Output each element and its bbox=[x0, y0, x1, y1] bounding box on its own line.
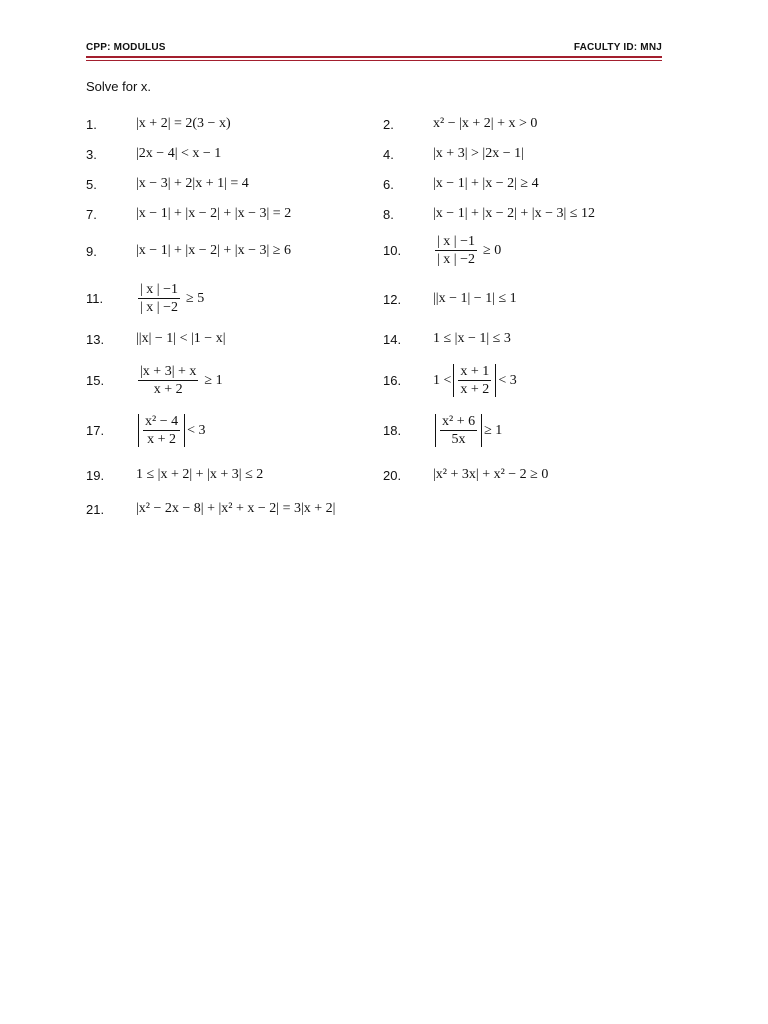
header-course: CPP: MODULUS bbox=[86, 42, 166, 53]
inequality-tail: < 3 bbox=[498, 372, 517, 388]
problem-number: 9. bbox=[86, 243, 97, 259]
fraction-numerator: x² + 6 bbox=[442, 414, 476, 429]
problem-expression: ||x − 1| − 1| ≤ 1 bbox=[433, 291, 517, 306]
problem-6 bbox=[383, 176, 539, 192]
problem-expression: |x − 1| + |x − 2| + |x − 3| ≥ 6 bbox=[136, 243, 291, 258]
inequality-lead: 1 < bbox=[433, 372, 452, 388]
problem-expression: 1 ≤ |x + 2| + |x + 3| ≤ 2 bbox=[136, 467, 264, 482]
problem-expression: x² − |x + 2| + x > 0 bbox=[433, 116, 538, 131]
absolute-value bbox=[453, 364, 496, 397]
problem-17 bbox=[86, 414, 206, 447]
fraction-numerator: |x + 3| + x bbox=[140, 364, 197, 379]
fraction-denominator: | x | −2 bbox=[437, 252, 476, 267]
absolute-value bbox=[138, 414, 185, 447]
problem-18 bbox=[383, 414, 502, 447]
instruction: Solve for x. bbox=[86, 79, 152, 94]
problem-expression bbox=[136, 364, 223, 397]
problem-expression: |x² + 3x| + x² − 2 ≥ 0 bbox=[433, 467, 549, 482]
problem-expression: 1 ≤ |x − 1| ≤ 3 bbox=[433, 331, 511, 346]
header-rule-thin bbox=[86, 60, 662, 61]
problem-7 bbox=[86, 206, 291, 222]
fraction-denominator: 5x bbox=[451, 432, 466, 447]
inequality-tail: ≥ 5 bbox=[186, 290, 205, 306]
problem-number: 7. bbox=[86, 206, 97, 222]
problem-expression bbox=[136, 414, 206, 447]
problem-number: 2. bbox=[383, 116, 394, 132]
problem-19 bbox=[86, 467, 263, 483]
problem-5 bbox=[86, 176, 249, 192]
problem-2 bbox=[383, 116, 537, 132]
problem-21 bbox=[86, 501, 335, 517]
problem-number: 17. bbox=[86, 423, 105, 438]
problem-expression: |x − 1| + |x − 2| + |x − 3| ≤ 12 bbox=[433, 206, 595, 221]
fraction-denominator: x + 2 bbox=[153, 382, 183, 397]
fraction bbox=[138, 364, 198, 397]
problem-number: 21. bbox=[86, 501, 105, 517]
fraction bbox=[458, 364, 491, 397]
fraction-numerator: x² − 4 bbox=[145, 414, 179, 429]
problem-number: 18. bbox=[383, 423, 402, 438]
problem-number: 10. bbox=[383, 243, 402, 258]
problem-expression bbox=[136, 282, 204, 315]
problem-1 bbox=[86, 116, 231, 132]
absolute-value bbox=[435, 414, 482, 447]
fraction-numerator: | x | −1 bbox=[140, 282, 179, 297]
fraction-denominator: | x | −2 bbox=[140, 300, 179, 315]
problem-number: 13. bbox=[86, 331, 105, 347]
inequality-tail: < 3 bbox=[187, 422, 206, 438]
fraction bbox=[440, 414, 477, 447]
fraction bbox=[138, 282, 180, 315]
problem-8 bbox=[383, 206, 595, 222]
problem-number: 16. bbox=[383, 373, 402, 388]
problem-3 bbox=[86, 146, 221, 162]
problem-expression bbox=[433, 364, 517, 397]
fraction-denominator: x + 2 bbox=[147, 432, 176, 447]
problem-expression: |2x − 4| < x − 1 bbox=[136, 146, 222, 161]
problem-15 bbox=[86, 364, 223, 397]
problem-expression: |x − 1| + |x − 2| + |x − 3| = 2 bbox=[136, 206, 292, 221]
problem-number: 11. bbox=[86, 291, 104, 306]
problem-16 bbox=[383, 364, 517, 397]
problem-expression: ||x| − 1| < |1 − x| bbox=[136, 331, 226, 346]
problem-4 bbox=[383, 146, 524, 162]
problem-12 bbox=[383, 291, 517, 307]
problem-expression: |x − 3| + 2|x + 1| = 4 bbox=[136, 176, 249, 191]
inequality-tail: ≥ 1 bbox=[484, 422, 503, 438]
problem-number: 4. bbox=[383, 146, 394, 162]
problem-14 bbox=[383, 331, 511, 347]
problem-number: 14. bbox=[383, 331, 402, 347]
fraction-denominator: x + 2 bbox=[460, 382, 490, 397]
fraction-numerator: x + 1 bbox=[460, 364, 490, 379]
fraction bbox=[143, 414, 180, 447]
header-rule-thick bbox=[86, 56, 662, 58]
fraction-numerator: | x | −1 bbox=[437, 234, 476, 249]
problem-expression: |x + 2| = 2(3 − x) bbox=[136, 116, 231, 131]
fraction bbox=[435, 234, 477, 267]
problem-9 bbox=[86, 243, 291, 259]
problem-number: 19. bbox=[86, 467, 105, 483]
inequality-tail: ≥ 0 bbox=[483, 242, 502, 258]
problem-expression bbox=[433, 414, 502, 447]
problem-number: 5. bbox=[86, 176, 97, 192]
problem-number: 1. bbox=[86, 116, 97, 132]
problem-number: 12. bbox=[383, 291, 402, 307]
problem-expression: |x² − 2x − 8| + |x² + x − 2| = 3|x + 2| bbox=[136, 501, 336, 516]
inequality-tail: ≥ 1 bbox=[204, 372, 223, 388]
problem-10 bbox=[383, 234, 501, 267]
header-faculty: FACULTY ID: MNJ bbox=[573, 42, 662, 53]
problem-13 bbox=[86, 331, 226, 347]
problem-expression: |x + 3| > |2x − 1| bbox=[433, 146, 524, 161]
problem-number: 20. bbox=[383, 467, 402, 483]
problem-number: 3. bbox=[86, 146, 97, 162]
problem-expression: |x − 1| + |x − 2| ≥ 4 bbox=[433, 176, 539, 191]
problem-20 bbox=[383, 467, 548, 483]
problem-number: 6. bbox=[383, 176, 394, 192]
problem-number: 8. bbox=[383, 206, 394, 222]
problem-number: 15. bbox=[86, 373, 105, 388]
problem-11 bbox=[86, 282, 204, 315]
problem-expression bbox=[433, 234, 501, 267]
